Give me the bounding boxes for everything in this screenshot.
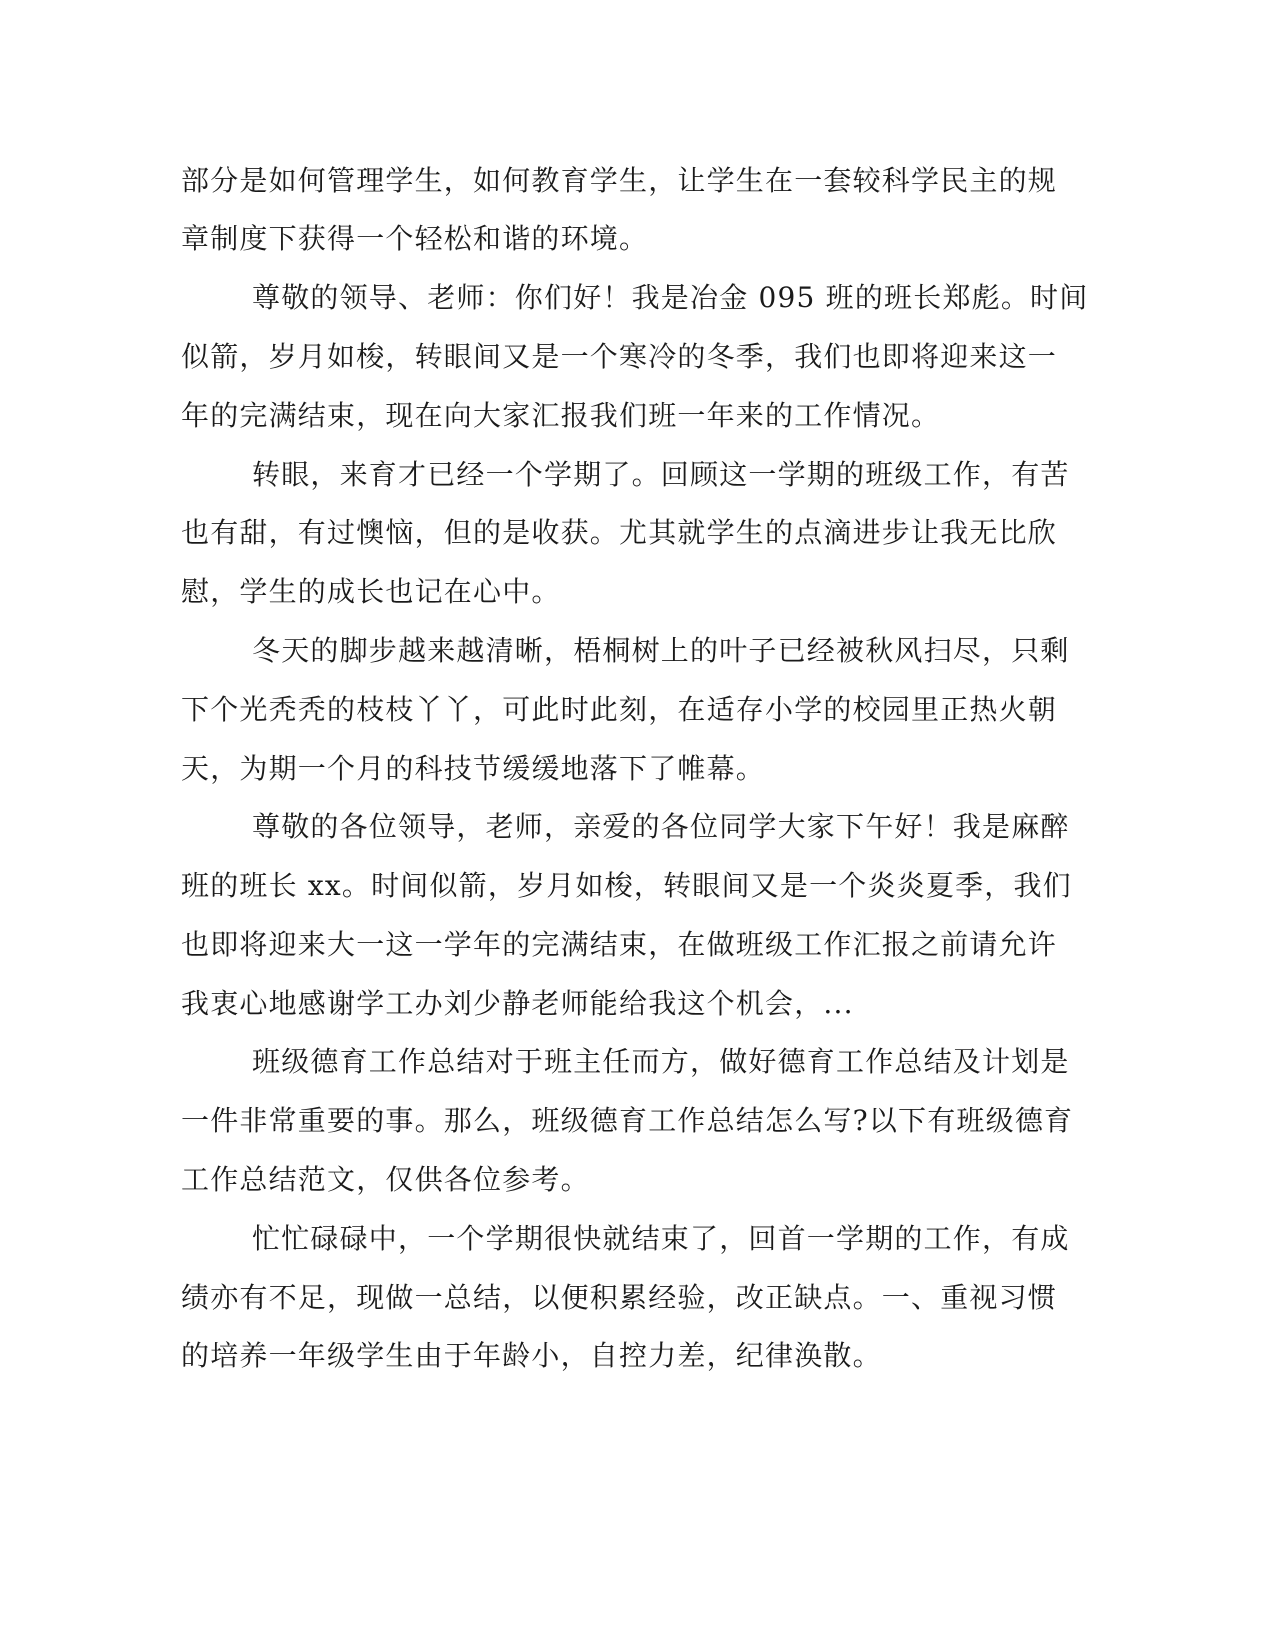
text-line: 班的班长 xx。时间似箭，岁月如梭，转眼间又是一个炎炎夏季，我们 <box>181 869 1072 902</box>
text-line: 我衷心地感谢学工办刘少静老师能给我这个机会，... <box>181 987 854 1020</box>
text-line: 转眼，来育才已经一个学期了。回顾这一学期的班级工作，有苦 <box>252 458 1070 491</box>
text-line: 绩亦有不足，现做一总结，以便积累经验，改正缺点。一、重视习惯 <box>181 1281 1058 1314</box>
text-line: 慰，学生的成长也记在心中。 <box>181 575 561 608</box>
text-line: 似箭，岁月如梭，转眼间又是一个寒冷的冬季，我们也即将迎来这一 <box>181 340 1058 373</box>
text-line: 年的完满结束，现在向大家汇报我们班一年来的工作情况。 <box>181 399 941 432</box>
text-line: 的培养一年级学生由于年龄小，自控力差，纪律涣散。 <box>181 1339 882 1372</box>
text-line: 冬天的脚步越来越清晰，梧桐树上的叶子已经被秋风扫尽，只剩 <box>252 634 1070 667</box>
text-line: 也即将迎来大一这一学年的完满结束，在做班级工作汇报之前请允许 <box>181 928 1058 961</box>
text-line: 尊敬的领导、老师：你们好！我是冶金 095 班的班长郑彪。时间 <box>252 281 1089 314</box>
text-line: 忙忙碌碌中，一个学期很快就结束了，回首一学期的工作，有成 <box>252 1222 1070 1255</box>
text-line: 下个光秃秃的枝枝丫丫，可此时此刻，在适存小学的校园里正热火朝 <box>181 693 1058 726</box>
text-line: 天，为期一个月的科技节缓缓地落下了帷幕。 <box>181 752 766 785</box>
text-line: 一件非常重要的事。那么，班级德育工作总结怎么写?以下有班级德育 <box>181 1104 1074 1137</box>
text-line: 也有甜，有过懊恼，但的是收获。尤其就学生的点滴进步让我无比欣 <box>181 516 1058 549</box>
text-line: 班级德育工作总结对于班主任而方，做好德育工作总结及计划是 <box>252 1045 1070 1078</box>
text-line: 章制度下获得一个轻松和谐的环境。 <box>181 222 649 255</box>
text-line: 工作总结范文，仅供各位参考。 <box>181 1163 590 1196</box>
text-line: 部分是如何管理学生，如何教育学生，让学生在一套较科学民主的规 <box>181 164 1058 197</box>
text-line: 尊敬的各位领导，老师，亲爱的各位同学大家下午好！我是麻醉 <box>252 810 1070 843</box>
